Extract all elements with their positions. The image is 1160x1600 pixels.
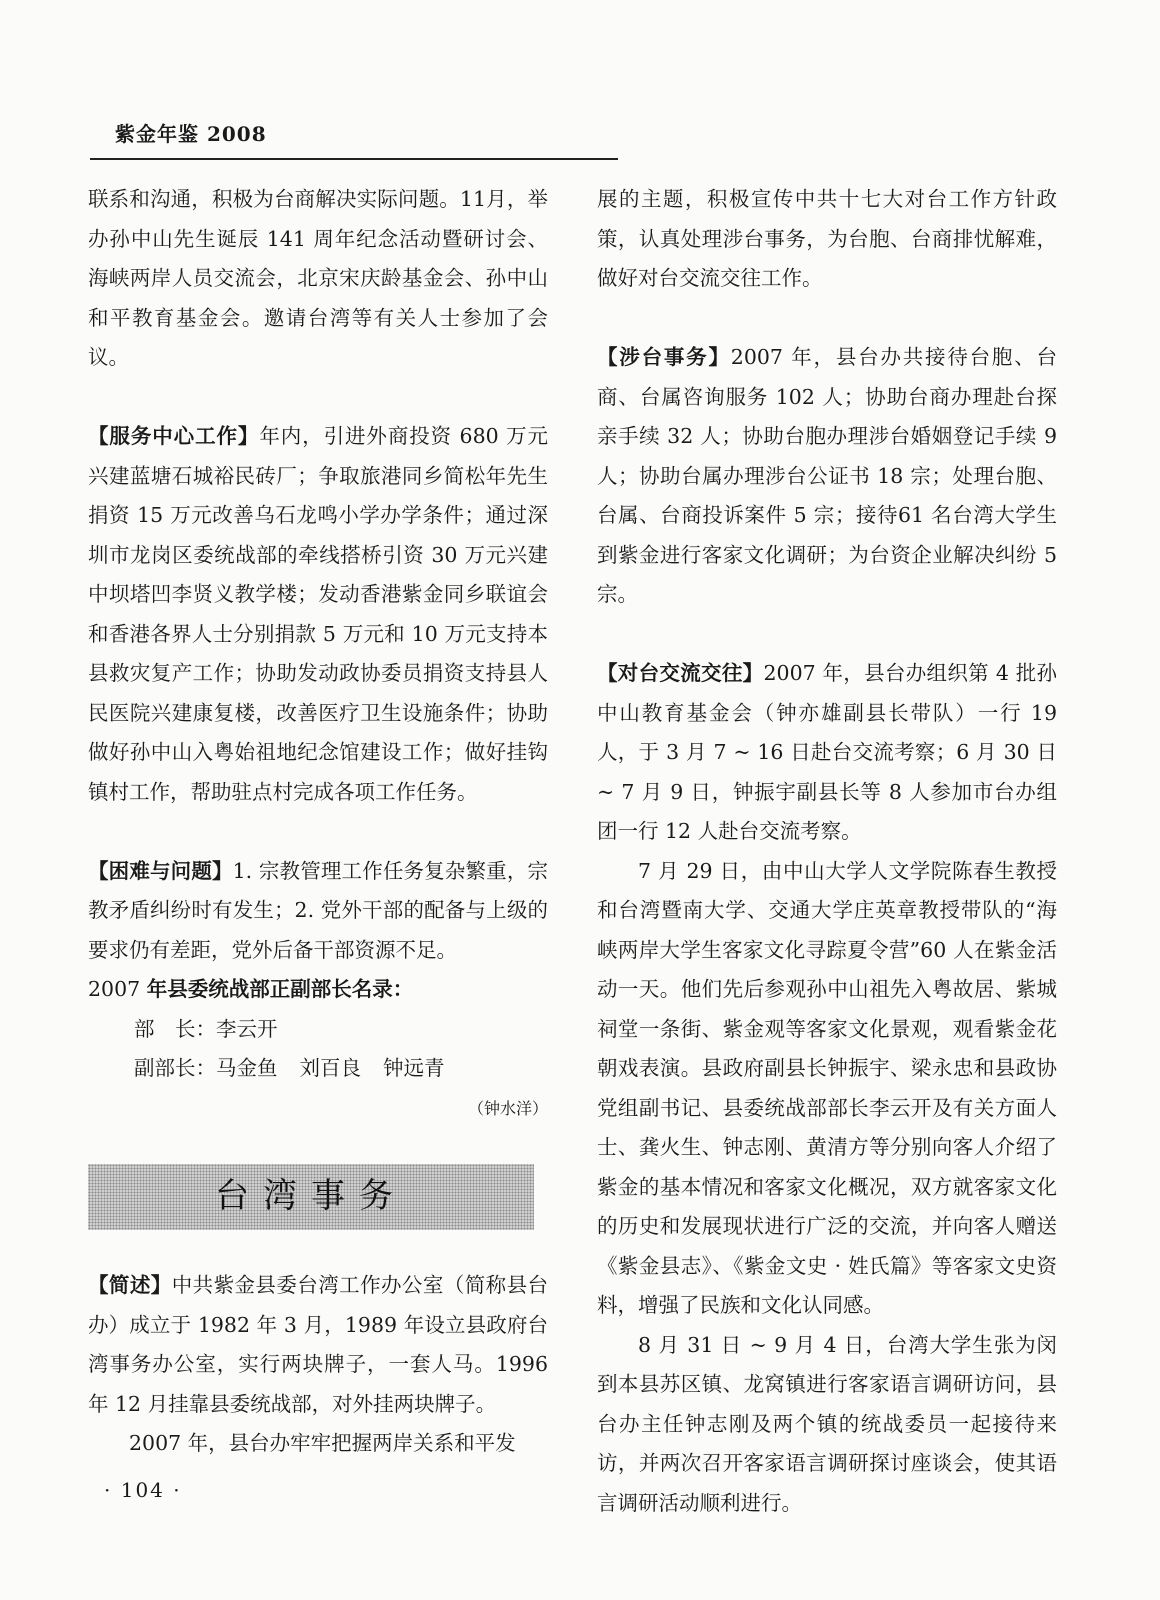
roster-chief <box>88 1010 548 1050</box>
chief-name: 李云开 <box>216 1016 278 1041</box>
overview-text: 中共紫金县委台湾工作办公室（简称县台办）成立于 1982 年 3 月，1989 年设立县政府台湾事务办公室，实行两块牌子，一套人马。1996 年 12 月挂靠县委统战部，对外挂两块牌子。 <box>88 1273 549 1416</box>
taiwan-affairs-heading: 【涉台事务】 <box>597 345 731 369</box>
roster-deputies <box>88 1049 548 1089</box>
exchange-text: 2007 年，县台办组织第 4 批孙中山教育基金会（钟亦雄副县长带队）一行 19 人，于 3 月 7 ~ 16 日赴台交流考察；6 月 30 日 ~ 7 月 9 日，钟振宇副县长等 8 人参加市台办组团一行 12 人赴台交流考察。 <box>597 661 1058 843</box>
problems-heading: 【困难与问题】 <box>88 858 233 883</box>
paragraph-policy-continuation: 展的主题，积极宣传中共十七大对台工作方针政策，认真处理涉台事务，为台胞、台商排忧解难，做好对台交流交往工作。 <box>597 187 1057 290</box>
taiwan-affairs-text: 2007 年，县台办共接待台胞、台商、台属咨询服务 102 人；协助台商办理赴台探亲手续 32 人；协助台胞办理涉台婚姻登记手续 9 人；协助台属办理涉台公证书 18 宗；处理台胞、台属、台商投诉案件 5 宗；接待61 名台湾大学生到紫金进行客家文化调研；为台资企业解决纠纷 5 宗。 <box>597 345 1058 606</box>
roster-title <box>88 970 548 1010</box>
deputy-name: 钟远青 <box>383 1056 445 1080</box>
overview-entry <box>88 1266 548 1424</box>
page-number: · 104 · <box>104 1478 182 1502</box>
service-center-text: 年内，引进外商投资 680 万元兴建蓝塘石城裕民砖厂；争取旅港同乡简松年先生捐资 15 万元改善乌石龙鸣小学办学条件；通过深圳市龙岗区委统战部的牵线搭桥引资 30 万元兴建中坝塔凹李贤义教学楼；发动香港紫金同乡联谊会和香港各界人士分别捐款 5 万元和 10 万元支持本县救灾复产工作；协助发动政协委员捐资支持县人民医院兴建康复楼，改善医疗卫生设施条件；协助做好孙中山入粤始祖地纪念馆建设工作；做好挂钩镇村工作，帮助驻点村完成各项工作任务。 <box>88 424 549 804</box>
service-center-heading: 【服务中心工作】 <box>88 424 260 448</box>
roster-year: 2007 <box>88 977 141 1001</box>
deputy-name: 马金鱼 <box>216 1056 278 1080</box>
paragraph-august-visit: 8 月 31 日 ~ 9 月 4 日，台湾大学生张为闵到本县苏区镇、龙窝镇进行客家语言调研访问，县台办主任钟志刚及两个镇的统战委员一起接待来访，并两次召开客家语言调研探讨座谈会，使其语言调研活动顺利进行。 <box>597 1332 1057 1515</box>
left-column <box>88 180 548 1464</box>
exchange-entry <box>597 654 1057 852</box>
roster-title-text: 年县委统战部正副部长名录： <box>146 977 414 1001</box>
running-head: 紫金年鉴 2008 <box>115 122 267 146</box>
deputy-name: 刘百良 <box>299 1056 361 1080</box>
overview-heading: 【简述】 <box>88 1273 172 1297</box>
header-rule <box>90 158 618 160</box>
problems-entry <box>88 852 548 971</box>
service-center-entry <box>88 417 548 812</box>
section-banner <box>88 1164 534 1230</box>
paragraph-policy-start: 2007 年，县台办牢牢把握两岸关系和平发 <box>129 1431 516 1455</box>
problems-text: 1. 宗教管理工作任务复杂繁重，宗教矛盾纠纷时有发生；2. 党外干部的配备与上级的要求仍有差距，党外后备干部资源不足。 <box>88 858 548 962</box>
deputy-label: 副部长： <box>134 1056 216 1080</box>
right-column <box>597 180 1057 1523</box>
chief-label: 部 长： <box>134 1016 216 1041</box>
exchange-heading: 【对台交流交往】 <box>597 661 764 685</box>
author-credit: （钟水洋） <box>467 1098 548 1118</box>
paragraph-july-camp: 7 月 29 日，由中山大学人文学院陈春生教授和台湾暨南大学、交通大学庄英章教授带队的“海峡两岸大学生客家文化寻踪夏令营”60 人在紫金活动一天。他们先后参观孙中山祖先入粤故居、紫城祠堂一条街、紫金观等客家文化景观，观看紫金花朝戏表演。县政府副县长钟振宇、梁永忠和县政协党组副书记、县委统战部部长李云开及有关方面人士、龚火生、钟志刚、黄清方等分别向客人介绍了紫金的基本情况和客家文化概况，双方就客家文化的历史和发展现状进行广泛的交流，并向客人赠送《紫金县志》、《紫金文史 · 姓氏篇》等客家文史资料，增强了民族和文化认同感。 <box>597 858 1057 1317</box>
paragraph-continuation: 联系和沟通，积极为台商解决实际问题。11月，举办孙中山先生诞辰 141 周年纪念活动暨研讨会、海峡两岸人员交流会，北京宋庆龄基金会、孙中山和平教育基金会。邀请台湾等有关人士参加了会议。 <box>88 187 548 369</box>
section-title: 台湾事务 <box>215 1176 407 1217</box>
taiwan-affairs-entry <box>597 338 1057 615</box>
